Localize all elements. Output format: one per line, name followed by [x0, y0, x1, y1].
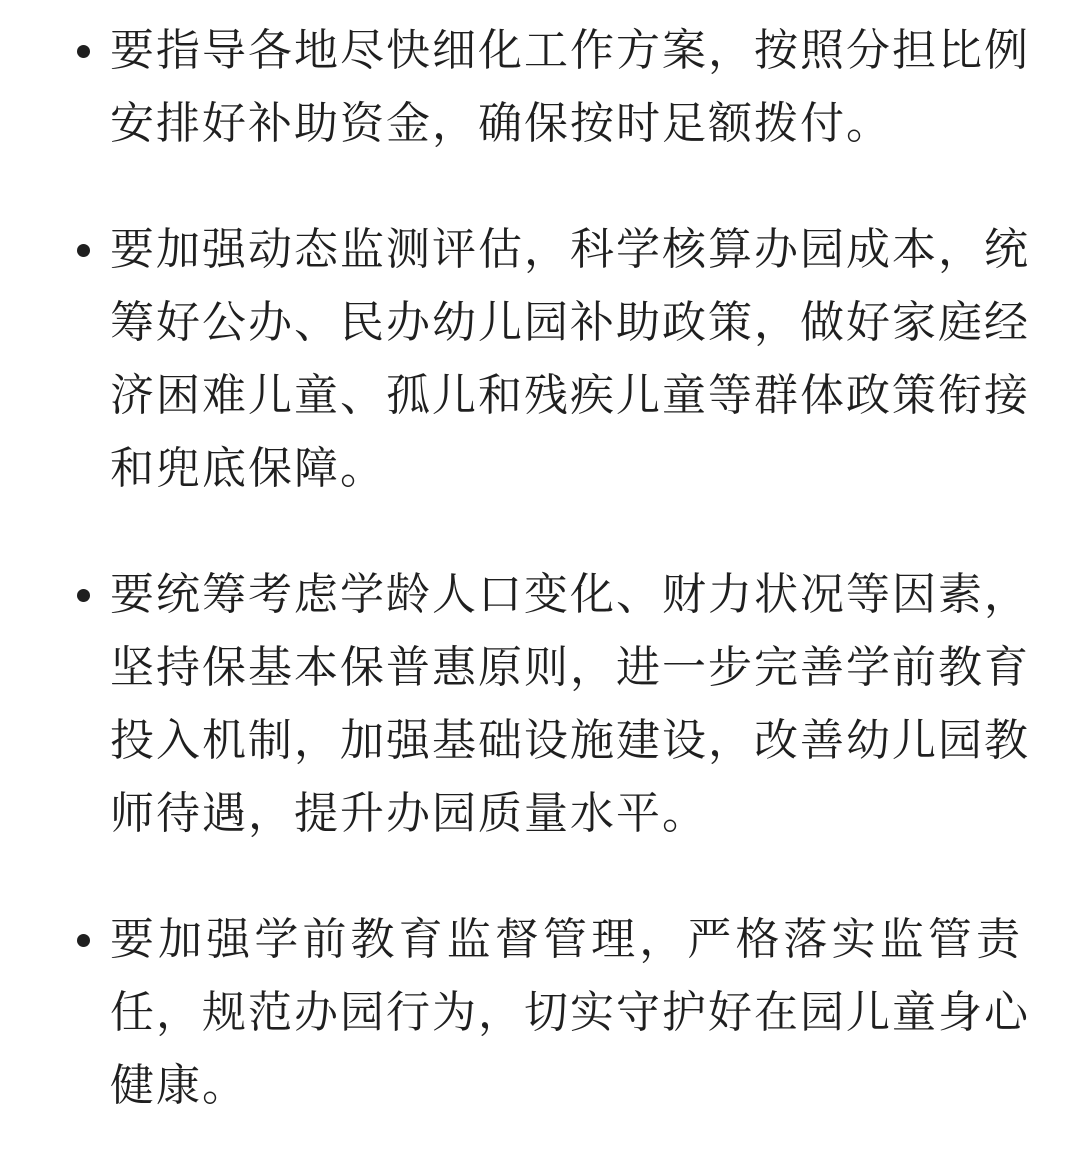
text-line: 要加强学前教育监督管理，严格落实监管责 — [110, 914, 1022, 965]
list-item-text — [110, 558, 1030, 850]
bullet-dot — [77, 244, 90, 257]
text-line: 师待遇，提升办园质量水平。 — [110, 788, 708, 839]
bullet-list — [0, 14, 1080, 1175]
list-item — [0, 558, 1080, 850]
text-line: 济困难儿童、孤儿和残疾儿童等群体政策衔接 — [110, 370, 1030, 421]
bullet-dot — [77, 934, 90, 947]
list-item — [0, 213, 1080, 505]
text-line: 要加强动态监测评估，科学核算办园成本，统 — [110, 224, 1030, 275]
list-item — [0, 14, 1080, 160]
text-line: 要指导各地尽快细化工作方案，按照分担比例 — [110, 25, 1030, 76]
text-line: 任，规范办园行为，切实守护好在园儿童身心 — [110, 987, 1030, 1038]
text-line: 安排好补助资金，确保按时足额拨付。 — [110, 98, 892, 149]
text-line: 健康。 — [110, 1060, 248, 1111]
list-item — [0, 903, 1080, 1122]
list-item-text — [110, 14, 1030, 160]
list-item-text — [110, 903, 1030, 1122]
text-line: 投入机制，加强基础设施建设，改善幼儿园教 — [110, 715, 1030, 766]
text-line: 筹好公办、民办幼儿园补助政策，做好家庭经 — [110, 297, 1030, 348]
text-line: 和兜底保障。 — [110, 443, 386, 494]
list-item-text — [110, 213, 1030, 505]
bullet-dot — [77, 45, 90, 58]
text-line: 要统筹考虑学龄人口变化、财力状况等因素， — [110, 569, 1030, 620]
bullet-dot — [77, 589, 90, 602]
text-line: 坚持保基本保普惠原则，进一步完善学前教育 — [110, 642, 1030, 693]
